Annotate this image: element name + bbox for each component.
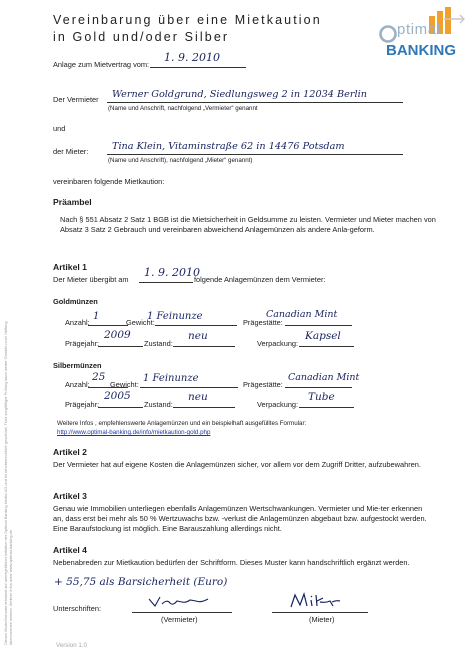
article2-text: Der Vermieter hat auf eigene Kosten die Anlagemünzen sicher, vor allem vor dem Zugriff Dritter, aufzubewahren. (53, 460, 421, 469)
gold-verpackung-label: Verpackung: (257, 339, 299, 348)
silver-gewicht-value: 1 Feinunze (143, 373, 199, 384)
tenant-signature (288, 591, 348, 611)
tenant-signature-mark (288, 591, 348, 611)
gold-gewicht-value: 1 Feinunze (147, 311, 203, 322)
article4-text: Nebenabreden zur Mietkaution bedürfen der Schriftform. Dieses Muster kann handschriftlich ergänzt werden. (53, 558, 410, 567)
version-text: Version 1.0 (56, 642, 87, 649)
article2-heading: Artikel 2 (53, 447, 87, 457)
gold-jahr-line (98, 346, 143, 347)
info-link[interactable]: http://www.optimal-banking.de/info/mietkaution-gold.php (57, 429, 211, 436)
and-text: und (53, 124, 66, 133)
preamble-heading: Präambel (53, 197, 92, 207)
landlord-value: Werner Goldgrund, Siedlungsweg 2 in 12034 Berlin (112, 89, 367, 100)
gold-anzahl-line (88, 325, 128, 326)
landlord-label: Der Vermieter (53, 95, 99, 104)
more-info-text: Weitere Infos , empfehlenswerte Anlagemünzen und ein beispielhaft ausgefülltes Formular: (57, 420, 307, 427)
landlord-signature (146, 593, 216, 611)
article1-lead: Der Mieter übergibt am (53, 275, 129, 284)
preamble-text: Nach § 551 Absatz 2 Satz 1 BGB ist die Mietsicherheit in Geldsumme zu leisten. Vermieter und Mieter machen von Absatz 3 Satz 2 Gebrauch und vereinbaren abweichend Anlagemünzen als andere Anla-geform. (60, 215, 436, 234)
gold-verpackung-value: Kapsel (305, 330, 341, 342)
article1-heading: Artikel 1 (53, 262, 87, 272)
silver-verpackung-line (299, 407, 354, 408)
article3-heading: Artikel 3 (53, 491, 87, 501)
gold-anzahl-label: Anzahl: (65, 318, 90, 327)
logo-word-banking: BANKING (386, 42, 456, 59)
gold-zustand-label: Zustand: (144, 339, 173, 348)
agreement-text: vereinbaren folgende Mietkaution: (53, 177, 165, 186)
article4-handwritten-note: + 55,75 als Barsicherheit (Euro) (54, 576, 228, 588)
logo-word-optimal: ptimal (397, 21, 441, 38)
silver-praege-label: Prägestätte: (243, 380, 283, 389)
silver-verpackung-value: Tube (308, 391, 335, 403)
landlord-line (107, 102, 403, 103)
silver-zustand-line (173, 407, 235, 408)
contract-date-line (150, 67, 246, 68)
gold-gewicht-line (155, 325, 237, 326)
landlord-signature-line (132, 612, 232, 613)
gold-coins-heading: Goldmünzen (53, 297, 98, 306)
article1-date-value: 1. 9. 2010 (144, 266, 200, 279)
gold-praege-line (285, 325, 352, 326)
signatures-label: Unterschriften: (53, 604, 102, 613)
gold-praege-label: Prägestätte: (243, 318, 283, 327)
silver-jahr-label: Prägejahr: (65, 400, 100, 409)
article1-tail: folgende Anlagemünzen dem Vermieter: (194, 275, 326, 284)
gold-jahr-label: Prägejahr: (65, 339, 100, 348)
article4-heading: Artikel 4 (53, 545, 87, 555)
contract-date-value: 1. 9. 2010 (164, 51, 220, 64)
tenant-value: Tina Klein, Vitaminstraße 62 in 14476 Potsdam (112, 141, 345, 152)
optimal-banking-logo (378, 6, 472, 64)
silver-zustand-value: neu (188, 391, 208, 403)
landlord-note: (Name und Anschrift, nachfolgend „Vermieter“ genannt (108, 105, 258, 112)
contract-date-label: Anlage zum Mietvertrag vom: (53, 60, 150, 69)
article3-text: Genau wie Immobilien unterliegen ebenfalls Anlagemünzen Wertschwankungen. Vermieter und Mie-ter erkennen an, dass erst bei mehr als 50 % Wertzuwachs bzw. -verlust die Anlagemünzen abgebaut bzw. aufgestockt werden. Eine Baraufstockung ist möglich. Eine Barauszahlung allerdings nicht. (53, 504, 427, 533)
document-title-line1: Vereinbarung über eine Mietkaution (53, 13, 322, 27)
gold-verpackung-line (299, 346, 354, 347)
silver-praege-line (285, 387, 352, 388)
silver-jahr-line (98, 407, 143, 408)
document-title-line2: in Gold und/oder Silber (53, 30, 230, 44)
gold-anzahl-value: 1 (93, 311, 100, 322)
silver-anzahl-label: Anzahl: (65, 380, 90, 389)
tenant-signature-caption: (Mieter) (309, 615, 335, 624)
tenant-label: der Mieter: (53, 147, 89, 156)
gold-praege-value: Canadian Mint (266, 309, 338, 320)
silver-gewicht-line (140, 387, 238, 388)
landlord-signature-caption: (Vermieter) (161, 615, 198, 624)
silver-coins-heading: Silbermünzen (53, 361, 102, 370)
silver-gewicht-label: Gewicht: (110, 380, 139, 389)
gold-zustand-line (173, 346, 235, 347)
silver-verpackung-label: Verpackung: (257, 400, 299, 409)
silver-zustand-label: Zustand: (144, 400, 173, 409)
gold-gewicht-label: Gewicht: (126, 318, 155, 327)
silver-jahr-value: 2005 (104, 390, 131, 402)
silver-praege-value: Canadian Mint (288, 372, 360, 383)
gold-zustand-value: neu (188, 330, 208, 342)
article1-date-line (139, 282, 193, 283)
tenant-line (107, 154, 403, 155)
landlord-signature-mark (146, 593, 216, 611)
side-copyright-note: Dieses Musterformular entstand auf unentgeltlicher Initiative der Optimal Banking Media UG und ist urheberrechtlich geschützt. Trotz sorgfältiger Prüfung kann weder Gewähr noch Haftung übernommen werden. Weitere Infos unter www.optimal-banking.de (3, 321, 14, 645)
tenant-signature-line (272, 612, 368, 613)
tenant-note: (Name und Anschrift), nachfolgend „Mieter“ genannt) (108, 157, 253, 164)
gold-jahr-value: 2009 (104, 329, 131, 341)
silver-anzahl-value: 25 (92, 371, 106, 383)
